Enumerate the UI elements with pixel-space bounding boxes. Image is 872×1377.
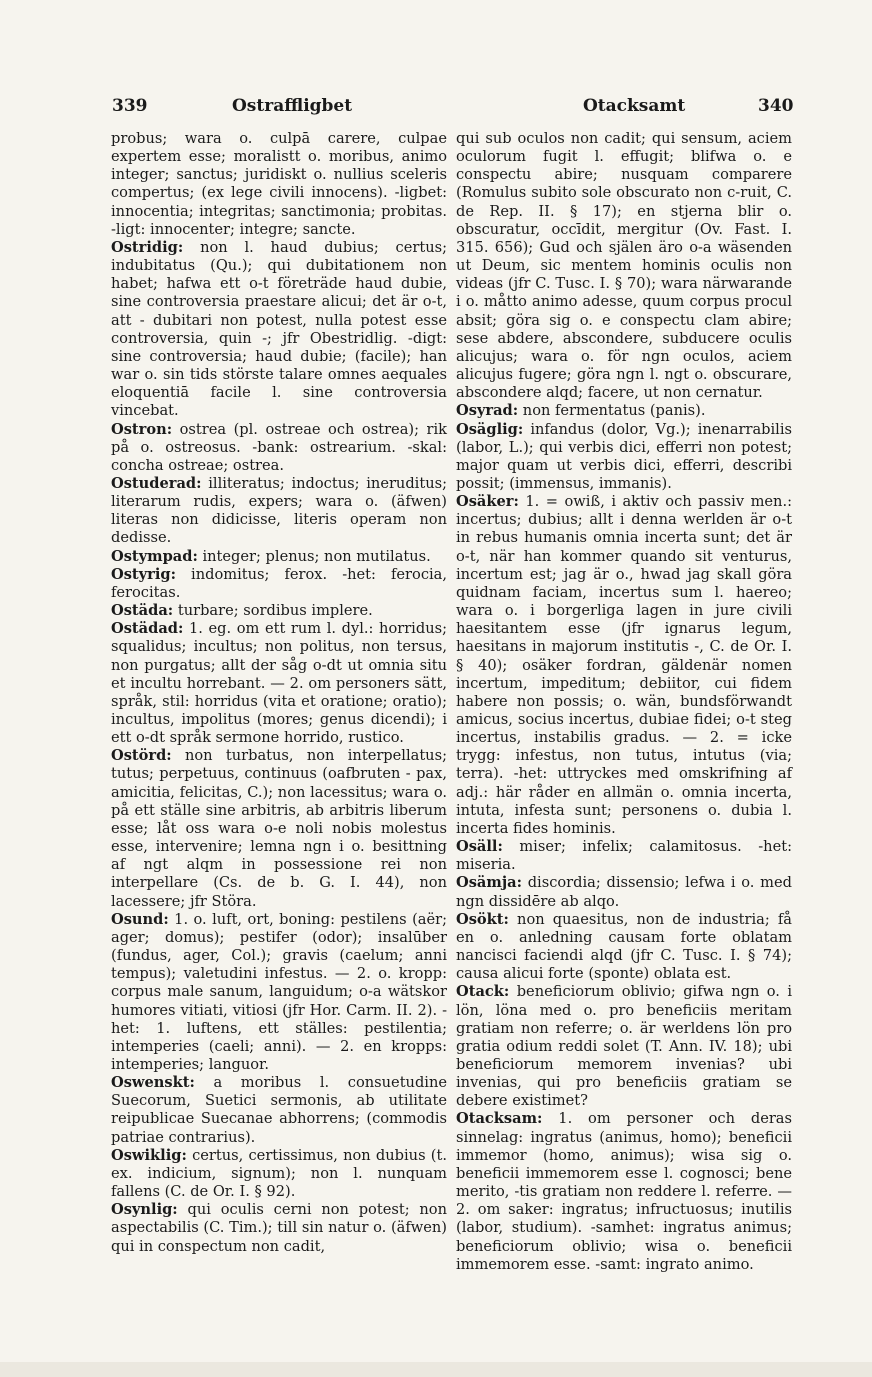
entry-definition: indomitus; ferox. -het: ferocia, ferocitas. — [111, 565, 447, 601]
entry-headword: Ostridig: — [111, 238, 184, 256]
dictionary-entry — [111, 1201, 447, 1255]
entry-headword: Ostuderad: — [111, 474, 202, 492]
entry-headword: Osäll: — [456, 838, 503, 856]
entry-headword: Ostädad: — [111, 620, 184, 638]
dictionary-entry — [111, 747, 447, 910]
dictionary-entry — [111, 911, 447, 1074]
dictionary-entry — [111, 1074, 447, 1147]
dictionary-entry — [111, 130, 447, 239]
dictionary-entry — [456, 983, 792, 1110]
entry-headword: Ostörd: — [111, 747, 172, 765]
entry-definition: discordia; dissensio; lefwa i o. med ngn dissidēre ab alqo. — [456, 874, 792, 910]
page-bottom-edge — [0, 1362, 872, 1377]
entry-headword: Otack: — [456, 983, 510, 1001]
entry-definition: certus, certissimus, non dubius (t. ex. indicium, signum); non l. nunquam fallens (C. de Or. I. § 92). — [111, 1146, 447, 1201]
page-number-left: 339 — [112, 96, 148, 116]
entry-headword: Ostyrig: — [111, 565, 176, 583]
entry-definition: miser; infelix; calamitosus. -het: miseria. — [456, 838, 792, 874]
right-column — [456, 130, 792, 1274]
dictionary-entry — [111, 475, 447, 548]
entry-headword: Osyrad: — [456, 402, 519, 420]
entry-definition: integer; plenus; non mutilatus. — [202, 547, 431, 565]
entry-definition: a moribus l. consuetudine Suecorum, Suetici sermonis, ab utilitate reipublicae Suecanae abhorrens; (commodis patriae contrarius). — [111, 1074, 448, 1146]
dictionary-entry — [111, 548, 447, 566]
entry-definition: non l. haud dubius; certus; indubitatus (Qu.); qui dubitationem non habet; hafwa ett o-t företräde haud dubie, sine controversia praestare alicui; det är o-t, att - dubitari non potest, nulla potest esse controversia, quin -; jfr Obestridlig. -digt: sine controversia; haud dubie; (facile); han war o. sin tids störste talare omnes aequales eloquentiā facile l. sine controversia vincebat. — [111, 238, 447, 420]
entry-headword: Oswenskt: — [111, 1074, 195, 1092]
entry-definition: turbare; sordibus implere. — [177, 602, 373, 620]
entry-definition: 1. eg. om ett rum l. dyl.: horridus; squalidus; incultus; non politus, non tersus, non purgatus; allt der såg o-dt ut omnia situ et incultu horrebant. — 2. om personers sätt, språk, stil: horridus (vita et oratione; oratio); incultus, impolitus (mores; genus dicendi); i ett o-dt språk sermone horrido, rustico. — [111, 620, 447, 747]
entry-headword: Osynlig: — [111, 1201, 178, 1219]
entry-definition: non quaesitus, non de industria; få en o. anledning causam forte oblatam nancisci faciendi alqd (jfr C. Tusc. I. § 74); causa alicui forte (sponte) oblata est. — [456, 910, 793, 983]
entry-definition: beneficiorum oblivio; gifwa ngn o. i lön, löna med o. pro beneficiis meritam gratiam non referre; o. är werldens lön pro gratia odium reddi solet (T. Ann. IV. 18); ubi beneficiorum memorem invenias? ubi invenias, qui pro beneficiis gratiam se debere existimet? — [456, 983, 793, 1110]
entry-definition: probus; wara o. culpā carere, culpae expertem esse; moralistt o. moribus, animo integer; sanctus; juridiskt o. nullius sceleris compertus; (ex lege civili innocens). -ligbet: innocentia; integritas; sanctimonia; probitas. -ligt: innocenter; integre; sancte. — [111, 130, 447, 238]
entry-definition: 1. o. luft, ort, boning: pestilens (aër; ager; domus); pestifer (odor); insalūber (fundus, ager, Col.); gravis (caelum; anni tempus); valetudini infestus. — 2. o. kropp: corpus male sanum, languidum; o-a wätskor humores vitiati, vitiosi (jfr Hor. Carm. II. 2). -het: 1. luftens, ett ställes: pestilentia; intemperies (caeli; anni). — 2. en kropps: intemperies; languor. — [111, 910, 447, 1073]
dictionary-entry — [456, 838, 792, 874]
dictionary-entry — [111, 1147, 447, 1201]
entry-headword: Ostäda: — [111, 602, 174, 620]
entry-headword: Otacksam: — [456, 1110, 543, 1128]
entry-definition: qui oculis cerni non potest; non aspectabilis (C. Tim.); till sin natur o. (äfwen) qui in conspectum non cadit, — [111, 1201, 447, 1255]
page-number-right: 340 — [758, 96, 794, 116]
dictionary-entry — [456, 421, 792, 494]
dictionary-entry — [111, 239, 447, 421]
dictionary-entry — [111, 566, 447, 602]
dictionary-entry — [456, 874, 792, 910]
dictionary-entry — [456, 911, 792, 984]
entry-definition: non fermentatus (panis). — [522, 402, 706, 420]
dictionary-entry — [456, 1110, 792, 1273]
dictionary-entry — [456, 493, 792, 838]
entry-headword: Osämja: — [456, 874, 522, 892]
entry-definition: ostrea (pl. ostreae och ostrea); rik på o. ostreosus. -bank: ostrearium. -skal: concha ostreae; ostrea. — [111, 420, 448, 474]
entry-headword: Osäker: — [456, 493, 519, 511]
entry-definition: 1. om personer och deras sinnelag: ingratus (animus, homo); beneficii immemor (homo, animus); wisa sig o. beneficii immemorem esse l. cognosci; bene merito, -tis gratiam non reddere l. referre. — 2. om saker: ingratus; infructuosus; inutilis (labor, studium). -samhet: ingratus animus; beneficiorum oblivio; wisa o. beneficii immemorem esse. -samt: ingrato animo. — [456, 1110, 792, 1273]
left-column — [111, 130, 447, 1256]
entry-headword: Oswiklig: — [111, 1146, 187, 1164]
entry-definition: illiteratus; indoctus; ineruditus; literarum rudis, expers; wara o. (äfwen) literas non didicisse, literis operam non dedisse. — [111, 474, 448, 547]
entry-definition: non turbatus, non interpellatus; tutus; perpetuus, continuus (oafbruten - pax, amicitia, felicitas, C.); non lacessitus; wara o. på ett ställe sine arbitris, ab arbitris liberum esse; låt oss wara o-e noli nobis molestus esse, intervenire; lemna ngn i o. besittning af ngt alqm in possessione rei non interpellare (Cs. de b. G. I. 44), non lacessere; jfr Störa. — [111, 747, 447, 910]
dictionary-entry — [456, 130, 792, 402]
entry-definition: 1. = owiß, i aktiv och passiv men.: incertus; dubius; allt i denna werlden är o-t in rebus humanis omnia incerta sunt; det är o-t, när han kommer quando sit venturus, incertum est; jag är o., hwad jag skall göra quidnam faciam, incertus sum l. haereo; wara o. i borgerliga lagen in jure civili haesitantem esse (jfr ignarus legum, haesitans in majorum institutis -, C. de Or. I. § 40); osäker fordran, gäldenär nomen incertum, impeditum; debiitor, cui fidem habere non possis; o. wän, bundsförwandt amicus, socius incertus, dubiae fidei; o-t steg incertus, instabilis gradus. — 2. = icke trygg: infestus, non tutus, intutus (via; terra). -het: uttryckes med omskrifning af adj.: här råder en allmän o. omnia incerta, intuta, infesta sunt; personens o. dubia l. incerta fides hominis. — [456, 493, 793, 837]
entry-headword: Osökt: — [456, 910, 509, 928]
entry-definition: infandus (dolor, Vg.); inenarrabilis (labor, L.); qui verbis dici, efferri non potest; major quam ut verbis dici, efferri, describi possit; (immensus, immanis). — [456, 420, 793, 492]
entry-headword: Ostron: — [111, 420, 173, 438]
dictionary-entry — [456, 402, 792, 420]
entry-headword: Ostympad: — [111, 547, 198, 565]
page-header — [0, 96, 872, 118]
running-head-left: Ostraffligbet — [232, 96, 353, 116]
entry-definition: qui sub oculos non cadit; qui sensum, aciem oculorum fugit l. effugit; blifwa o. e conspectu abire; nusquam comparere (Romulus subito sole obscurato non c-ruit, C. de Rep. II. § 17); en stjerna blir o. obscuratur, occīdit, mergitur (Ov. Fast. I. 315. 656); Gud och själen äro o-a wäsenden ut Deum, sic mentem hominis oculis non videas (jfr C. Tusc. I. § 70); wara närwarande i o. måtto animo adesse, quum corpus procul absit; göra sig o. e conspectu clam abire; sese abdere, abscondere, subducere oculis alicujus; wara o. för ngn oculos, aciem alicujus fugere; göra ngn l. ngt o. obscurare, abscondere alqd; facere, ut non cernatur. — [456, 130, 792, 402]
entry-headword: Osäglig: — [456, 420, 524, 438]
running-head-right: Otacksamt — [583, 96, 686, 116]
dictionary-entry — [111, 602, 447, 620]
dictionary-entry — [111, 421, 447, 475]
dictionary-entry — [111, 620, 447, 747]
entry-headword: Osund: — [111, 910, 169, 928]
